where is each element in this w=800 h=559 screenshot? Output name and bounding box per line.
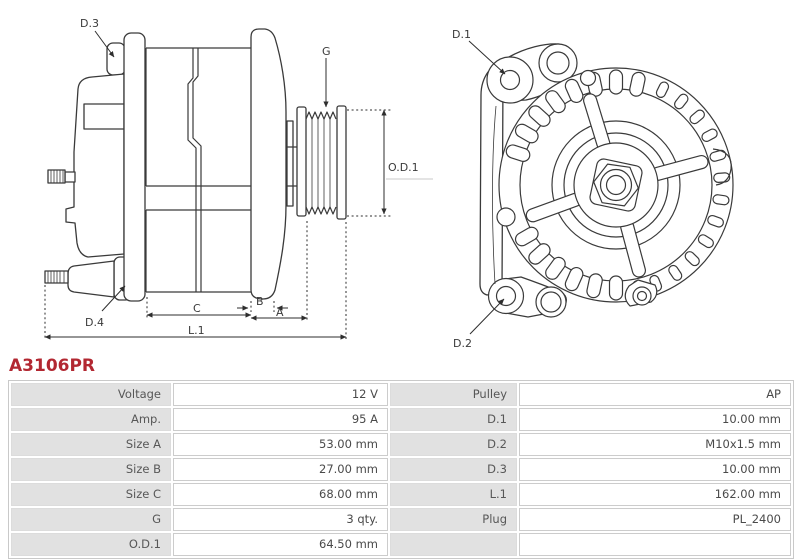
dim-label-b: B: [256, 295, 264, 308]
dim-label-d1: D.1: [452, 28, 471, 41]
spec-label: Pulley: [390, 383, 517, 406]
lower-ear: [68, 261, 114, 297]
dim-label-g: G: [322, 45, 331, 58]
spec-label: G: [11, 508, 171, 531]
spec-label: L.1: [390, 483, 517, 506]
spec-value: 64.50 mm: [173, 533, 388, 556]
spec-value: 53.00 mm: [173, 433, 388, 456]
dim-label-c: C: [193, 302, 201, 315]
part-number: A3106PR: [9, 356, 96, 376]
spec-value: 162.00 mm: [519, 483, 791, 506]
spec-label: D.1: [390, 408, 517, 431]
spec-label: Plug: [390, 508, 517, 531]
dim-label-d4: D.4: [85, 316, 104, 329]
dim-label-l1: L.1: [188, 324, 205, 337]
spec-row: [11, 533, 791, 556]
spec-label: Voltage: [11, 383, 171, 406]
spec-label: Size A: [11, 433, 171, 456]
pulley-left-flange: [297, 107, 306, 216]
spec-value: [519, 533, 791, 556]
rear-ear: [107, 43, 125, 75]
leader-d2: [470, 299, 504, 334]
spec-label: O.D.1: [11, 533, 171, 556]
hole-d1: [501, 71, 520, 90]
spec-table-body: [11, 383, 791, 556]
spec-value: 10.00 mm: [519, 408, 791, 431]
spec-row: [11, 458, 791, 481]
spec-row: [11, 508, 791, 531]
upper-stud: [48, 170, 65, 183]
spec-value: PL_2400: [519, 508, 791, 531]
regulator-box: [84, 104, 124, 129]
spec-label: D.3: [390, 458, 517, 481]
rear-cover: [66, 74, 124, 257]
spec-value: M10x1.5 mm: [519, 433, 791, 456]
spec-row: [11, 483, 791, 506]
shaft: [287, 121, 293, 206]
rear-bracket-plate: [124, 33, 145, 301]
spec-value: 3 qty.: [173, 508, 388, 531]
front-bracket: [251, 29, 286, 299]
dim-label-d2: D.2: [453, 337, 472, 350]
spec-label: Amp.: [11, 408, 171, 431]
spec-label: Size B: [11, 458, 171, 481]
spec-value: 27.00 mm: [173, 458, 388, 481]
spec-label: Size C: [11, 483, 171, 506]
spec-label: [390, 533, 517, 556]
spec-value: 95 A: [173, 408, 388, 431]
spec-row: [11, 408, 791, 431]
lower-stud: [45, 271, 68, 283]
dim-label-od1: O.D.1: [388, 161, 419, 174]
spec-value: 68.00 mm: [173, 483, 388, 506]
spec-row: [11, 383, 791, 406]
spec-value: 10.00 mm: [519, 458, 791, 481]
spec-label: D.2: [390, 433, 517, 456]
leader-d1: [469, 41, 505, 74]
front-view-drawing: [452, 28, 733, 350]
dim-label-a: A: [276, 306, 284, 319]
spec-value: AP: [519, 383, 791, 406]
dim-label-d3: D.3: [80, 17, 99, 30]
pulley-right-flange: [337, 106, 346, 219]
spec-value: 12 V: [173, 383, 388, 406]
hole-d2: [497, 287, 516, 306]
spec-table: [8, 380, 794, 559]
side-view-drawing: [45, 17, 433, 340]
spec-row: [11, 433, 791, 456]
